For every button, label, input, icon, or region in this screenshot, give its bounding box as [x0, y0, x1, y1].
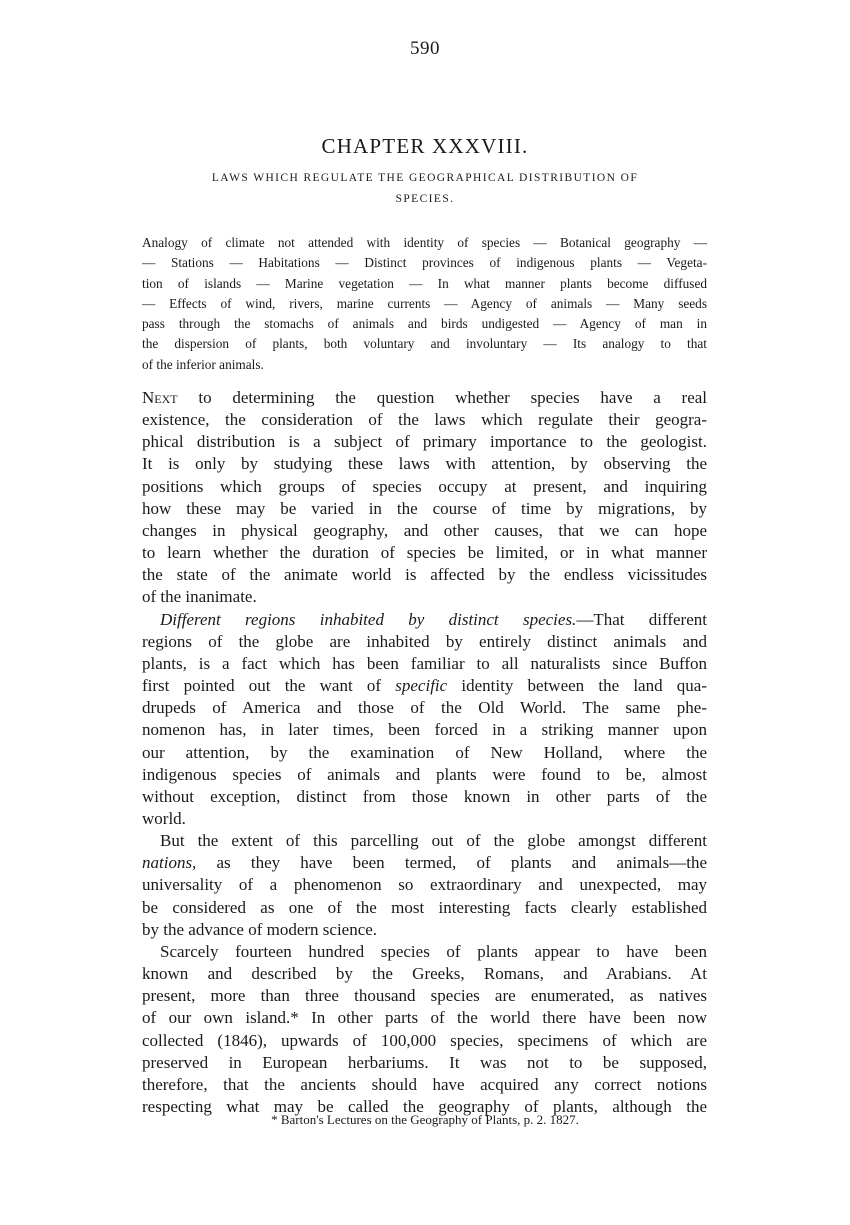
paragraph-line: be considered as one of the most interesting facts clearly established: [142, 897, 707, 917]
lead-word: Next: [142, 388, 178, 407]
subtitle-line: SPECIES.: [395, 193, 455, 205]
footnote: * Barton's Lectures on the Geography of Plants, p. 2. 1827.: [271, 1112, 579, 1127]
section-heading: Different regions inhabited by distinct species.: [160, 609, 577, 629]
paragraph-line: therefore, that the ancients should have acquired any correct notions: [142, 1074, 707, 1094]
paragraph-line: Different regions inhabited by distinct species.—That different: [160, 609, 707, 629]
paragraph-line: world.: [142, 808, 186, 828]
paragraph-line: But the extent of this parcelling out of the globe amongst different: [160, 831, 707, 851]
synopsis-line: pass through the stomachs of animals and birds undigested — Agency of man in: [142, 316, 707, 332]
paragraph-line: universality of a phenomenon so extraordinary and unexpected, may: [142, 875, 707, 895]
chapter-synopsis: [142, 233, 707, 375]
paragraph-line: how these may be varied in the course of time by migrations, by: [142, 498, 707, 518]
synopsis-line: — Effects of wind, rivers, marine currents — Agency of animals — Many seeds: [142, 295, 707, 311]
paragraph-line: nomenon has, in later times, been forced in a striking manner upon: [142, 720, 707, 740]
paragraph-line: nations, as they have been termed, of plants and animals—the: [142, 853, 707, 873]
paragraph-line: Next to determining the question whether species have a real: [142, 388, 708, 407]
paragraph-line: collected (1846), upwards of 100,000 species, specimens of which are: [142, 1030, 707, 1050]
paragraph-line: indigenous species of animals and plants were found to be, almost: [142, 764, 707, 784]
paragraph-line: by the advance of modern science.: [142, 919, 378, 939]
paragraph-line: respecting what may be called the geography of plants, although the: [142, 1097, 707, 1116]
paragraph-line: Scarcely fourteen hundred species of plants appear to have been: [160, 941, 707, 961]
paragraph-line: our attention, by the examination of New Holland, where the: [142, 742, 707, 762]
paragraph-line: of the inanimate.: [142, 587, 257, 607]
paragraph-line: preserved in European herbariums. It was not to be supposed,: [142, 1052, 707, 1072]
subtitle-line: LAWS WHICH REGULATE THE GEOGRAPHICAL DISTRIBUTION OF: [211, 172, 639, 184]
paragraph-line: existence, the consideration of the laws which regulate their geogra-: [142, 410, 707, 430]
paragraph-line: regions of the globe are inhabited by entirely distinct animals and: [142, 631, 707, 651]
synopsis-line: of the inferior animals.: [142, 356, 264, 372]
paragraph-line: without exception, distinct from those known in other parts of the: [142, 786, 707, 806]
paragraph-line: phical distribution is a subject of primary importance to the geologist.: [142, 432, 707, 452]
synopsis-line: tion of islands — Marine vegetation — In what manner plants become diffused: [142, 275, 707, 291]
paragraph-line: It is only by studying these laws with attention, by observing the: [142, 454, 707, 474]
body-text: [142, 387, 707, 1118]
paragraph-line: drupeds of America and those of the Old World. The same phe-: [142, 698, 707, 718]
paragraph-line: positions which groups of species occupy at present, and inquiring: [142, 476, 707, 496]
paragraph-line: the state of the animate world is affected by the endless vicissitudes: [142, 565, 707, 585]
paragraph-line: to learn whether the duration of species be limited, or in what manner: [142, 543, 707, 563]
synopsis-line: Analogy of climate not attended with identity of species — Botanical geography —: [142, 235, 707, 250]
paragraph-line: changes in physical geography, and other causes, that we can hope: [142, 520, 707, 540]
paragraph-line: present, more than three thousand species are enumerated, as natives: [142, 986, 707, 1006]
paragraph-line: plants, is a fact which has been familiar to all naturalists since Buffon: [142, 653, 707, 673]
synopsis-line: — Stations — Habitations — Distinct provinces of indigenous plants — Vegeta-: [142, 255, 707, 271]
chapter-title: CHAPTER XXXVIII.: [321, 134, 529, 158]
synopsis-line: the dispersion of plants, both voluntary and involuntary — Its analogy to that: [142, 336, 707, 352]
paragraph-line: known and described by the Greeks, Romans, and Arabians. At: [142, 964, 707, 984]
page-number: 590: [410, 38, 440, 59]
chapter-subtitle: [150, 168, 700, 210]
paragraph-line: first pointed out the want of specific identity between the land qua-: [142, 676, 707, 696]
paragraph-line: of our own island.* In other parts of the world there have been now: [142, 1008, 707, 1028]
